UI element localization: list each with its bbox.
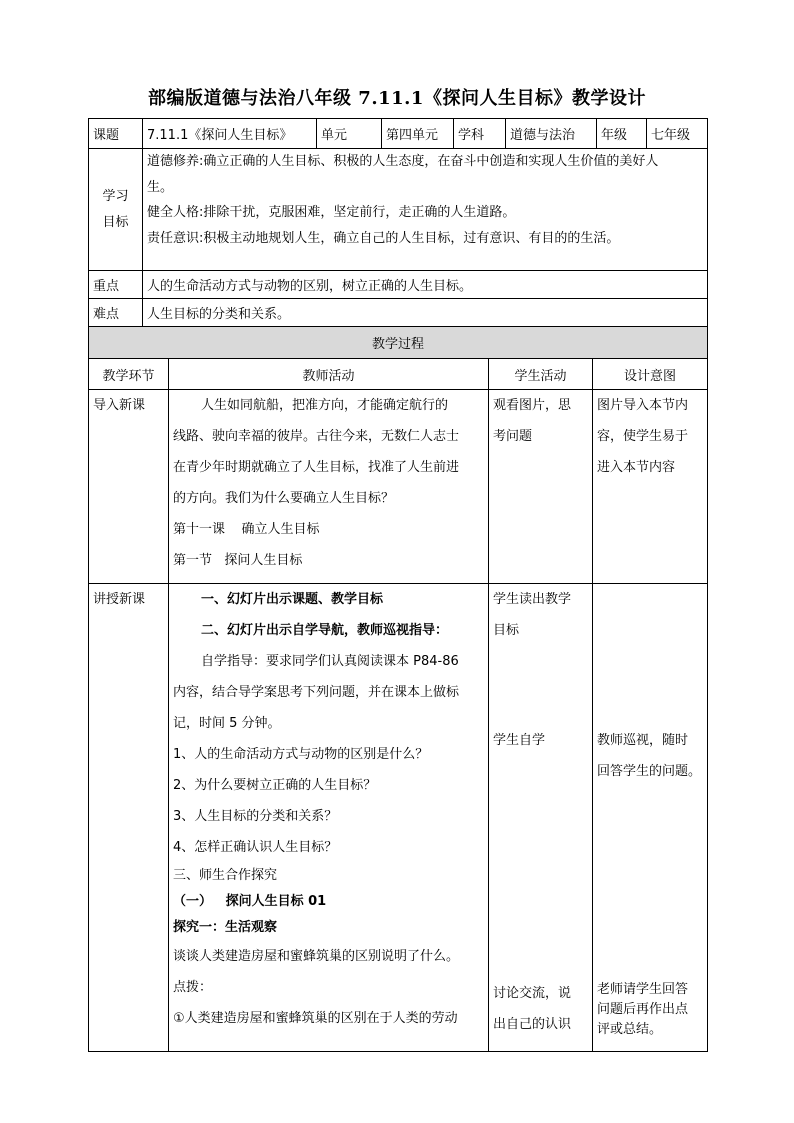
student-line: 观看图片，思 bbox=[493, 398, 572, 413]
info-table bbox=[88, 118, 708, 327]
new-student bbox=[489, 584, 593, 1052]
subject-value: 道德与法治 bbox=[506, 119, 597, 149]
objective-line: 道德修养:确立正确的人生目标、积极的人生态度，在奋斗中创造和实现人生价值的美好人 bbox=[147, 154, 659, 169]
design-line: 老师请学生回答 bbox=[597, 982, 689, 997]
design-line: 问题后再作出点 bbox=[597, 1002, 689, 1017]
teacher-line: 2、为什么要树立正确的人生目标？ bbox=[173, 778, 377, 793]
difficulty-row bbox=[89, 299, 708, 327]
student-line: 讨论交流，说 bbox=[493, 986, 572, 1001]
teacher-line: 第一节 探问人生目标 bbox=[173, 553, 303, 568]
process-header-row bbox=[89, 359, 708, 390]
teacher-line: 一、幻灯片出示课题、教学目标 bbox=[201, 592, 384, 607]
info-row bbox=[89, 119, 708, 149]
objectives-row bbox=[89, 149, 708, 271]
key-point-value: 人的生命活动方式与动物的区别，树立正确的人生目标。 bbox=[143, 271, 708, 299]
header-stage: 教学环节 bbox=[89, 359, 169, 390]
teacher-line: 人生如同航船，把准方向，才能确定航行的 bbox=[201, 398, 449, 413]
teacher-line: 二、幻灯片出示自学导航，教师巡视指导： bbox=[201, 623, 449, 638]
page-title: 部编版道德与法治八年级 7.11.1《探问人生目标》教学设计 bbox=[148, 88, 646, 109]
grade-value: 七年级 bbox=[647, 119, 708, 149]
grade-label: 年级 bbox=[597, 119, 647, 149]
teacher-line: 三、师生合作探究 bbox=[173, 868, 278, 883]
teacher-line: 自学指导：要求同学们认真阅读课本 P84-86 bbox=[201, 654, 459, 669]
teacher-line: 4、怎样正确认识人生目标？ bbox=[173, 840, 338, 855]
process-table bbox=[88, 326, 708, 1052]
intro-design bbox=[593, 390, 708, 584]
header-teacher: 教师活动 bbox=[169, 359, 489, 390]
lesson-label: 课题 bbox=[89, 119, 143, 149]
objective-line: 健全人格:排除干扰，克服困难，坚定前行，走正确的人生道路。 bbox=[147, 205, 516, 220]
header-student: 学生活动 bbox=[489, 359, 593, 390]
teacher-line: 内容，结合导学案思考下列问题，并在课本上做标 bbox=[173, 685, 460, 700]
key-point-label: 重点 bbox=[89, 271, 143, 299]
teacher-line: 点拨： bbox=[173, 980, 213, 995]
difficulty-label: 难点 bbox=[89, 299, 143, 327]
intro-stage: 导入新课 bbox=[89, 390, 169, 584]
teacher-line: 第十一课 确立人生目标 bbox=[173, 522, 320, 537]
design-line: 评或总结。 bbox=[597, 1022, 663, 1037]
intro-student bbox=[489, 390, 593, 584]
student-line: 考问题 bbox=[493, 429, 533, 444]
teacher-line: ①人类建造房屋和蜜蜂筑巢的区别在于人类的劳动 bbox=[173, 1011, 458, 1026]
objectives-label: 学习目标 bbox=[89, 149, 143, 271]
new-stage: 讲授新课 bbox=[89, 584, 169, 1052]
objectives-content bbox=[143, 149, 708, 271]
design-line: 教师巡视，随时 bbox=[597, 733, 689, 748]
student-line: 目标 bbox=[493, 623, 520, 638]
design-line: 容，使学生易于 bbox=[597, 429, 689, 444]
teacher-line: （一） 探问人生目标 01 bbox=[173, 894, 327, 909]
difficulty-value: 人生目标的分类和关系。 bbox=[143, 299, 708, 327]
teacher-line: 记，时间 5 分钟。 bbox=[173, 716, 281, 731]
teacher-line: 探究一：生活观察 bbox=[173, 920, 278, 935]
new-design bbox=[593, 584, 708, 1052]
new-teacher bbox=[169, 584, 489, 1052]
teacher-line: 线路、驶向幸福的彼岸。古往今来，无数仁人志士 bbox=[173, 429, 460, 444]
objective-line: 责任意识:积极主动地规划人生，确立自己的人生目标，过有意识、有目的的生活。 bbox=[147, 230, 620, 246]
teacher-line: 谈谈人类建造房屋和蜜蜂筑巢的区别说明了什么。 bbox=[173, 949, 460, 964]
teacher-line: 在青少年时期就确立了人生目标，找准了人生前进 bbox=[173, 460, 460, 475]
teacher-line: 的方向。我们为什么要确立人生目标？ bbox=[173, 491, 395, 506]
student-line: 出自己的认识 bbox=[493, 1017, 572, 1032]
unit-value: 第四单元 bbox=[382, 119, 454, 149]
design-line: 回答学生的问题。 bbox=[597, 764, 702, 779]
subject-label: 学科 bbox=[454, 119, 506, 149]
teacher-line: 3、人生目标的分类和关系？ bbox=[173, 809, 338, 824]
intro-row bbox=[89, 390, 708, 584]
objective-line: 生。 bbox=[147, 179, 174, 195]
header-design: 设计意图 bbox=[593, 359, 708, 390]
design-line: 图片导入本节内 bbox=[597, 398, 689, 413]
lesson-value: 7.11.1《探问人生目标》 bbox=[143, 119, 317, 149]
key-point-row bbox=[89, 271, 708, 299]
teacher-line: 1、人的生命活动方式与动物的区别是什么？ bbox=[173, 747, 429, 762]
process-title: 教学过程 bbox=[89, 327, 708, 359]
student-line: 学生自学 bbox=[493, 733, 546, 748]
new-row bbox=[89, 584, 708, 1052]
student-line: 学生读出教学 bbox=[493, 592, 572, 607]
unit-label: 单元 bbox=[317, 119, 382, 149]
design-line: 进入本节内容 bbox=[597, 460, 676, 475]
intro-teacher bbox=[169, 390, 489, 584]
process-title-row bbox=[89, 327, 708, 359]
